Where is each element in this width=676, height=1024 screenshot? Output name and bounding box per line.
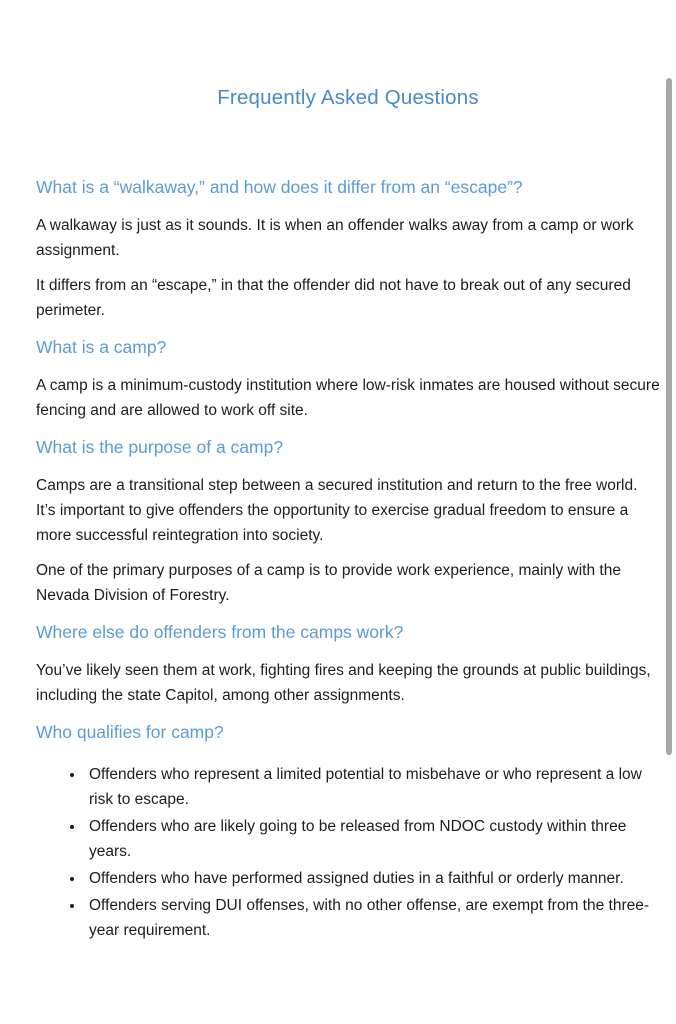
paragraph-transitional-step: Camps are a transitional step between a secured institution and return to the free world. It’s important to give offenders the opportunity to exercise gradual freedom to ensure a more successful reintegration into society. [36,477,638,544]
section-heading-where-offenders-work: Where else do offenders from the camps work? [36,622,404,642]
paragraph-escape-difference: It differs from an “escape,” in that the offender did not have to break out of any secured perimeter. [36,277,631,319]
paragraph-work-locations: You’ve likely seen them at work, fighting fires and keeping the grounds at public buildings, including the state Capitol, among other assignments. [36,662,651,704]
list-item-dui-exemption: • Offenders serving DUI offenses, with no other offense, are exempt from the three-year requirement. [85,893,660,943]
paragraph-walkaway-definition: A walkaway is just as it sounds. It is when an offender walks away from a camp or work assignment. [36,217,634,259]
list-item-limited-potential: • Offenders who represent a limited potential to misbehave or who represent a low risk to escape. [85,762,660,812]
vertical-scrollbar-thumb[interactable] [666,78,672,755]
list-item-faithful-duties: • Offenders who have performed assigned duties in a faithful or orderly manner. [85,866,660,891]
paragraph-camp-definition: A camp is a minimum-custody institution where low-risk inmates are housed without secure fencing and are allowed to work off site. [36,377,660,419]
paragraph-work-experience: One of the primary purposes of a camp is to provide work experience, mainly with the Nevada Division of Forestry. [36,562,621,604]
section-heading-who-qualifies: Who qualifies for camp? [36,722,224,742]
list-item-release-within-three-years: • Offenders who are likely going to be released from NDOC custody within three years. [85,814,660,864]
document-content [36,84,660,945]
section-heading-what-is-camp: What is a camp? [36,337,167,357]
qualification-list [36,762,660,945]
section-heading-camp-purpose: What is the purpose of a camp? [36,437,284,457]
document-title: Frequently Asked Questions [217,86,479,109]
section-heading-walkaway: What is a “walkaway,” and how does it differ from an “escape”? [36,177,523,197]
